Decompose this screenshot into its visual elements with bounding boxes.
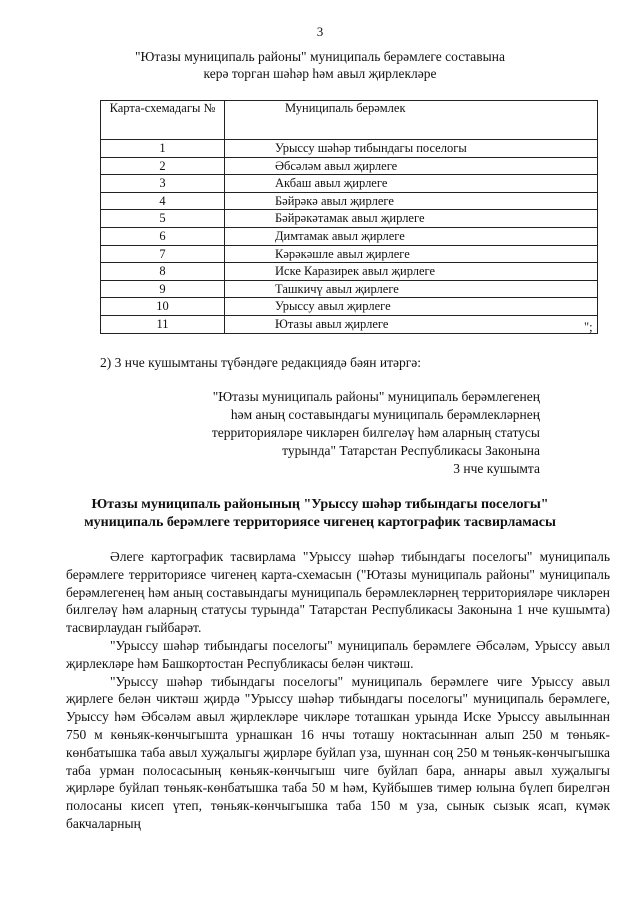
- municipality-name: Бәйрәкә авыл җирлеге: [225, 192, 598, 210]
- paragraph: "Урыссу шәһәр тибындагы поселогы" муниципаль берәмлеге чиге Урыссу авыл җирлеге белән чиктәш җирдә "Урыссу шәһәр тибындагы поселогы" муниципаль берәмлеге, Урыссу һәм Әбсәләм авыл җирлекләре чикләре тоташкан урында Иске Урыссу авылыннан 750 м көньяк-көнчыгышта урнашкан 16 нчы тоташу ноктасыннан алып 250 м төньяк-көнбатышка таба авыл хуҗалыгы җирләре буйлап уза, шуннан соң 250 м төньяк-көнчыгышка таба урман полосасының көньяк-көнчыгыш чиге буйлап бара, аннары авыл хуҗалыгы җирләре буйлап төньяк-көнбатышка таба 50 м һәм, Куйбышев тимер юлына бүлеп бирелгән полосаны кисеп үтеп, төньяк-көнчыгышка таба 150 м уза, сынык сызык ясап, күмәк бакчаларның: [66, 673, 610, 831]
- body-text: [66, 548, 610, 833]
- table-row: [101, 280, 598, 298]
- table-row: [101, 157, 598, 175]
- table-row: [101, 175, 598, 193]
- epigraph-line: территорияләре чикләрен билгеләү һәм аларның статусы: [211, 425, 540, 440]
- row-number: 5: [101, 210, 225, 228]
- table-row: [101, 245, 598, 263]
- row-number: 9: [101, 280, 225, 298]
- row-number: 10: [101, 298, 225, 316]
- municipality-name: Акбаш авыл җирлеге: [225, 175, 598, 193]
- municipality-name: Бәйрәкәтамак авыл җирлеге: [225, 210, 598, 228]
- row-number: 6: [101, 227, 225, 245]
- municipality-name: Кәрәкәшле авыл җирлеге: [225, 245, 598, 263]
- annex-epigraph: [120, 388, 540, 478]
- title-line: муниципаль берәмлеге территориясе чигенең картографик тасвирламасы: [84, 515, 556, 530]
- municipality-name: Димтамак авыл җирлеге: [225, 227, 598, 245]
- column-header-municipality: Муниципаль берәмлек: [225, 101, 598, 140]
- heading-line: керә торган шәһәр һәм авыл җирлекләре: [203, 66, 437, 81]
- municipality-name: Әбсәләм авыл җирлеге: [225, 157, 598, 175]
- row-number: 1: [101, 140, 225, 158]
- section-title: [70, 496, 570, 532]
- municipalities-table: [100, 100, 598, 334]
- row-number: 11: [101, 315, 225, 333]
- table-row: [101, 263, 598, 281]
- epigraph-line: һәм аның составындагы муниципаль берәмлекләрнең: [230, 407, 540, 422]
- table-heading: [60, 48, 580, 82]
- row-number: 3: [101, 175, 225, 193]
- municipality-name: Урыссу авыл җирлеге: [225, 298, 598, 316]
- table-row: [101, 192, 598, 210]
- epigraph-line: 3 нче кушымта: [453, 461, 540, 476]
- row-number: 7: [101, 245, 225, 263]
- table-row: [101, 315, 598, 333]
- title-line: Ютазы муниципаль районының "Урыссу шәһәр тибындагы поселогы": [91, 497, 549, 512]
- row-number: 8: [101, 263, 225, 281]
- municipality-name: Урыссу шәһәр тибындагы поселогы: [225, 140, 598, 158]
- municipality-name: Ташкичү авыл җирлеге: [225, 280, 598, 298]
- table-row: [101, 210, 598, 228]
- table-header-row: [101, 101, 598, 140]
- epigraph-line: "Ютазы муниципаль районы" муниципаль берәмлегенең: [212, 389, 540, 404]
- row-number: 2: [101, 157, 225, 175]
- closing-quote-mark: ";: [584, 320, 593, 334]
- table-row: [101, 227, 598, 245]
- municipality-name: Ютазы авыл җирлеге: [225, 315, 598, 333]
- table-row: [101, 298, 598, 316]
- heading-line: "Ютазы муниципаль районы" муниципаль берәмлеге составына: [135, 49, 505, 64]
- table-row: [101, 140, 598, 158]
- page-number: 3: [316, 24, 324, 39]
- epigraph-line: турында" Татарстан Республикасы Законына: [282, 443, 540, 458]
- item-2-text: 2) 3 нче кушымтаны түбәндәге редакциядә бәян итәргә:: [100, 355, 421, 370]
- column-header-map-number: Карта-схемадагы №: [101, 101, 225, 140]
- paragraph: Әлеге картографик тасвирлама "Урыссу шәһәр тибындагы поселогы" муниципаль берәмлеге территориясе чигенең карта-схемасын ("Ютазы муниципаль районы" муниципаль берәмлегенең һәм аның составындагы муниципаль берәмлекләрнең территорияләре чикләрен билгеләү һәм аларның статусы турында" Татарстан Республикасы Законына 1 нче кушымта) тасвирлаудан гыйбарәт.: [66, 549, 610, 636]
- municipality-name: Иске Каразирек авыл җирлеге: [225, 263, 598, 281]
- paragraph: "Урыссу шәһәр тибындагы поселогы" муниципаль берәмлеге Әбсәләм, Урыссу авыл җирлекләре һәм Башкортостан Республикасы белән чиктәш.: [66, 637, 610, 671]
- row-number: 4: [101, 192, 225, 210]
